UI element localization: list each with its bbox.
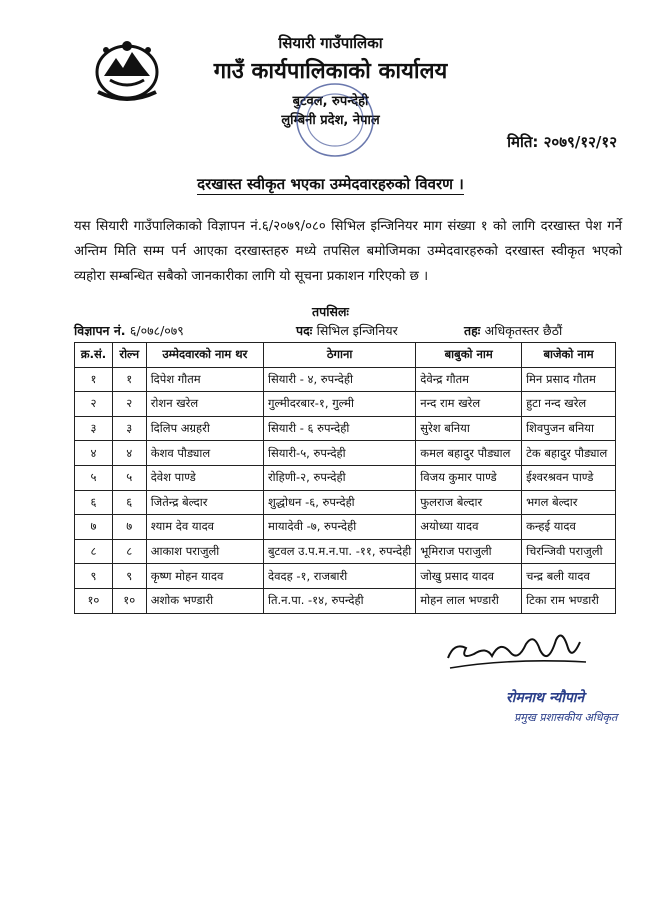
roll-cell: ४ [112,441,146,466]
col-father-name: बाबुको नाम [416,343,522,368]
office-province: लुम्बिनी प्रदेश, नेपाल [281,113,380,128]
level-label: तहः [464,323,481,338]
table-row [75,539,616,564]
post-value: सिभिल इन्जिनियर [316,323,398,338]
ad-number-label: विज्ञापन नं. [74,323,126,338]
roll-cell: ७ [112,515,146,540]
serial-cell: ४ [75,441,113,466]
col-address: ठेगाना [263,343,415,368]
candidate-cell: आकाश पराजुली [146,539,263,564]
post-name [296,322,398,339]
address-cell: सियारी - ४, रुपन्देही [263,367,415,392]
col-candidate-name: उम्मेदवारको नाम थर [146,343,263,368]
serial-cell: ५ [75,465,113,490]
notice-date: मिति: २०७९/१२/१२ [507,133,617,151]
municipality-name: सियारी गाउँपालिका [278,34,383,52]
serial-cell: ३ [75,416,113,441]
grandfather-cell: भगल बेल्दार [522,490,616,515]
candidate-cell: दिपेश गौतम [146,367,263,392]
grandfather-cell: टिका राम भण्डारी [522,588,616,613]
address-cell: मायादेवी -७, रुपन्देही [263,515,415,540]
father-cell: फुलराज बेल्दार [416,490,522,515]
roll-cell: १ [112,367,146,392]
level-value: अधिकृतस्तर छैठौं [484,323,563,338]
serial-cell: ८ [75,539,113,564]
table-row [75,564,616,589]
notice-subject-text: दरखास्त स्वीकृत भएका उम्मेदवारहरुको विवरण । [197,175,464,193]
notice-paragraph: यस सियारी गाउँपालिकाको विज्ञापन नं.६/२०७९/०८० सिभिल इन्जिनियर माग संख्या १ को लागि दरखास्त पेश गर्ने अन्तिम मिति सम्म पर्न आएका दरखास्तहरु मध्ये तपसिल बमोजिमका उम्मेदवारहरुको दरखास्त स्वीकृत भएको व्यहोरा सम्बन्धित सबैको जानकारीका लागि यो सूचना प्रकाशन गरिएको छ । [74,219,622,284]
grandfather-cell: टेक बहादुर पौड्याल [522,441,616,466]
table-row [75,465,616,490]
serial-cell: ९ [75,564,113,589]
roll-cell: ९ [112,564,146,589]
father-cell: नन्द राम खरेल [416,392,522,417]
address-cell: सियारी-५, रुपन्देही [263,441,415,466]
address-cell: देवदह -१, राजबारी [263,564,415,589]
candidate-cell: रोशन खरेल [146,392,263,417]
address-cell: बुटवल उ.प.म.न.पा. -११, रुपन्देही [263,539,415,564]
signatory-name: रोमनाथ न्यौपाने [506,690,585,706]
grandfather-cell: शिवपुजन बनिया [522,416,616,441]
father-cell: भूमिराज पराजुली [416,539,522,564]
signatory-title: प्रमुख प्रशासकीय अधिकृत [514,711,618,724]
candidate-cell: दिलिप अग्रहरी [146,416,263,441]
post-level [464,322,562,339]
col-roll: रोल्न [112,343,146,368]
roll-cell: ३ [112,416,146,441]
office-stamp-icon [292,78,378,162]
table-header-row [75,343,616,368]
address-cell: शुद्धोधन -६, रुपन्देही [263,490,415,515]
candidate-cell: अशोक भण्डारी [146,588,263,613]
father-cell: अयोध्या यादव [416,515,522,540]
roll-cell: १० [112,588,146,613]
candidate-cell: कृष्ण मोहन यादव [146,564,263,589]
col-grandfather-name: बाजेको नाम [522,343,616,368]
serial-cell: ६ [75,490,113,515]
address-cell: ति.न.पा. -१४, रुपन्देही [263,588,415,613]
table-row [75,392,616,417]
ad-number [74,322,184,339]
roll-cell: ८ [112,539,146,564]
table-row [75,490,616,515]
candidate-cell: केशव पौड्याल [146,441,263,466]
address-cell: सियारी - ६ रुपन्देही [263,416,415,441]
candidates-table [74,342,616,614]
candidate-cell: जितेन्द्र बेल्दार [146,490,263,515]
address-cell: गुल्मीदरबार-१, गुल्मी [263,392,415,417]
father-cell: जोखु प्रसाद यादव [416,564,522,589]
father-cell: विजय कुमार पाण्डे [416,465,522,490]
father-cell: सुरेश बनिया [416,416,522,441]
roll-cell: ६ [112,490,146,515]
grandfather-cell: मिन प्रसाद गौतम [522,367,616,392]
post-label: पदः [296,323,313,338]
roll-cell: ५ [112,465,146,490]
schedule-heading: तपसिलः [312,304,349,319]
serial-cell: १० [75,588,113,613]
father-cell: मोहन लाल भण्डारी [416,588,522,613]
signature-icon [440,618,590,678]
father-cell: देवेन्द्र गौतम [416,367,522,392]
ad-number-value: ६/०७८/०७९ [129,323,184,338]
grandfather-cell: ईश्वरश्रवन पाण्डे [522,465,616,490]
serial-cell: २ [75,392,113,417]
roll-cell: २ [112,392,146,417]
grandfather-cell: चिरन्जिवी पराजुली [522,539,616,564]
table-row [75,441,616,466]
grandfather-cell: चन्द्र बली यादव [522,564,616,589]
table-row [75,416,616,441]
candidate-cell: देवेश पाण्डे [146,465,263,490]
table-row [75,588,616,613]
table-row [75,367,616,392]
serial-cell: १ [75,367,113,392]
father-cell: कमल बहादुर पौड्याल [416,441,522,466]
serial-cell: ७ [75,515,113,540]
grandfather-cell: कन्हई यादव [522,515,616,540]
office-name: गाउँ कार्यपालिकाको कार्यालय [213,59,448,84]
address-cell: रोहिणी-२, रुपन्देही [263,465,415,490]
grandfather-cell: हुटा नन्द खरेल [522,392,616,417]
table-row [75,515,616,540]
office-location: बुटवल, रुपन्देही [292,94,369,109]
col-serial: क्र.सं. [75,343,113,368]
notice-subject [0,174,661,194]
candidate-cell: श्याम देव यादव [146,515,263,540]
